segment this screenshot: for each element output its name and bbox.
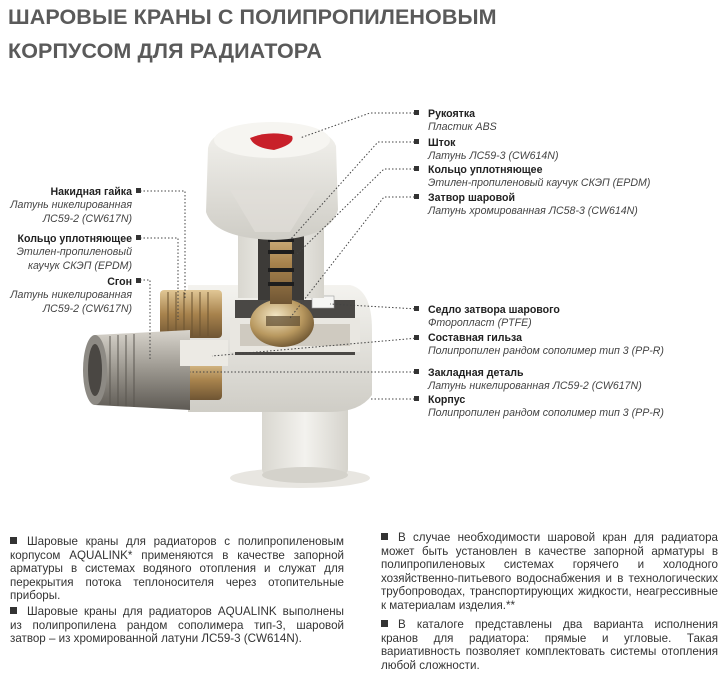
leader-dot bbox=[414, 369, 419, 374]
label-handle: Рукоятка Пластик ABS bbox=[428, 108, 497, 134]
paragraph-2: Шаровые краны для радиаторов AQUALINK выполнены из полипропилена рандом сополимера тип-3, шаровой затвор – из хромированной латуни ЛС59-3 (CW614N). bbox=[10, 605, 344, 646]
leader-dot bbox=[414, 139, 419, 144]
bullet-square bbox=[10, 537, 17, 544]
bullet-square bbox=[10, 607, 17, 614]
paragraph-3: В случае необходимости шаровой кран для радиатора может быть установлен в качестве запорной арматуры в полипропиленовых системах горячего и холодного хозяйственно-питьевого водоснабжения и в технологических трубопроводах, транспортирующих жидкости, неагрессивные к материалам изделия.** bbox=[381, 531, 718, 612]
label-stem: Шток Латунь ЛС59-3 (CW614N) bbox=[428, 137, 559, 163]
label-insert: Закладная деталь Латунь никелированная ЛС59-2 (CW617N) bbox=[428, 367, 642, 393]
label-body: Корпус Полипропилен рандом сополимер тип 3 (PP-R) bbox=[428, 394, 664, 420]
leader-dot bbox=[414, 306, 419, 311]
leader-dot bbox=[414, 335, 419, 340]
leader-dot bbox=[414, 396, 419, 401]
paragraph-4: В каталоге представлены два варианта исполнения кранов для радиатора: прямые и угловые. Такая вариативность позволяет комплектовать системы отопления любой сложности. bbox=[381, 618, 718, 672]
label-sealing-ring-right: Кольцо уплотняющее Этилен-пропиленовый каучук СКЭП (EPDM) bbox=[428, 164, 651, 190]
label-sealing-ring-left: Кольцо уплотняющее Этилен-пропиленовый каучук СКЭП (EPDM) bbox=[16, 233, 132, 272]
label-sleeve: Составная гильза Полипропилен рандом сополимер тип 3 (PP-R) bbox=[428, 332, 664, 358]
leader-dot bbox=[414, 194, 419, 199]
bullet-square bbox=[381, 533, 388, 540]
paragraph-1: Шаровые краны для радиаторов с полипропиленовым корпусом AQUALINK* применяются в качестве запорной арматуры в системах водяного отопления и служат для перекрытия потока теплоносителя через отопительные приборы. bbox=[10, 535, 344, 603]
leader-dot bbox=[414, 110, 419, 115]
spigot bbox=[95, 330, 190, 410]
label-spigot: Сгон Латунь никелированная ЛС59-2 (CW617N) bbox=[10, 276, 132, 315]
label-ball-gate: Затвор шаровой Латунь хромированная ЛС58-3 (CW614N) bbox=[428, 192, 638, 218]
leader-dot bbox=[136, 278, 141, 283]
title-line-1: ШАРОВЫЕ КРАНЫ С ПОЛИПРОПИЛЕНОВЫМ bbox=[8, 5, 497, 29]
leader-dot bbox=[414, 166, 419, 171]
bullet-square bbox=[381, 620, 388, 627]
union-nut bbox=[160, 290, 222, 338]
leader-dot bbox=[136, 235, 141, 240]
leader-dot bbox=[136, 188, 141, 193]
label-seat: Седло затвора шарового Фторопласт (PTFE) bbox=[428, 304, 560, 330]
title-line-2: КОРПУСОМ ДЛЯ РАДИАТОРА bbox=[8, 39, 322, 63]
label-union-nut: Накидная гайка Латунь никелированная ЛС59-2 (CW617N) bbox=[10, 186, 132, 225]
